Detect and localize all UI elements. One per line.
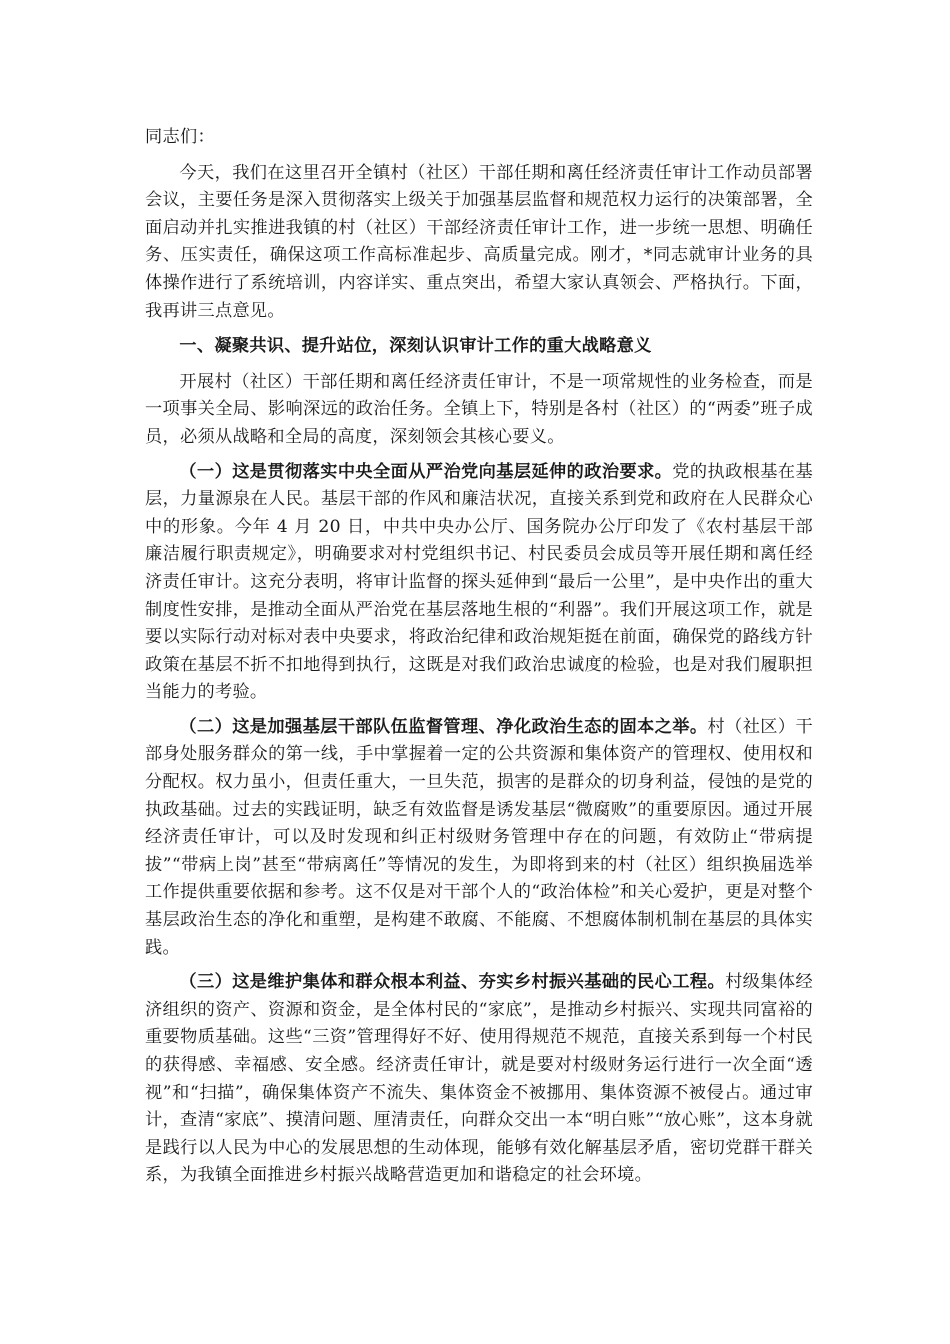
document-page: [145, 124, 813, 1190]
section-1-intro: 开展村（社区）干部任期和离任经济责任审计，不是一项常规性的业务检查，而是一项事关全局、影响深远的政治任务。全镇上下，特别是各村（社区）的“两委”班子成员，必须从战略和全局的高度，深刻领会其核心要义。: [145, 371, 813, 447]
point-2-paragraph: [145, 714, 813, 962]
point-2-body: 村（社区）干部身处服务群众的第一线，手中掌握着一定的公共资源和集体资产的管理权、使用权和分配权。权力虽小，但责任重大，一旦失范，损害的是群众的切身利益，侵蚀的是党的执政基础。过去的实践证明，缺乏有效监督是诱发基层“微腐败”的重要原因。通过开展经济责任审计，可以及时发现和纠正村级财务管理中存在的问题，有效防止“带病提拔”“带病上岗”甚至“带病离任”等情况的发生，为即将到来的村（社区）组织换届选举工作提供重要依据和参考。这不仅是对干部个人的“政治体检”和关心爱护，更是对整个基层政治生态的净化和重塑，是构建不敢腐、不能腐、不想腐体制机制在基层的具体实践。: [145, 716, 813, 958]
intro-paragraph: 今天，我们在这里召开全镇村（社区）干部任期和离任经济责任审计工作动员部署会议，主要任务是深入贯彻落实上级关于加强基层监督和规范权力运行的决策部署，全面启动并扎实推进我镇的村（社区）干部经济责任审计工作，进一步统一思想、明确任务、压实责任，确保这项工作高标准起步、高质量完成。刚才，*同志就审计业务的具体操作进行了系统培训，内容详实、重点突出，希望大家认真领会、严格执行。下面，我再讲三点意见。: [145, 162, 813, 321]
point-3-body: 村级集体经济组织的资产、资源和资金，是全体村民的“家底”，是推动乡村振兴、实现共同富裕的重要物质基础。这些“三资”管理得好不好、使用得规范不规范，直接关系到每一个村民的获得感、幸福感、安全感。经济责任审计，就是要对村级财务运行进行一次全面“透视”和“扫描”，确保集体资产不流失、集体资金不被挪用、集体资源不被侵占。通过审计，查清“家底”、摸清问题、厘清责任，向群众交出一本“明白账”“放心账”，这本身就是践行以人民为中心的发展思想的生动体现，能够有效化解基层矛盾，密切党群干群关系，为我镇全面推进乡村振兴战略营造更加和谐稳定的社会环境。: [145, 972, 813, 1186]
point-1-paragraph: [145, 459, 813, 707]
point-1-lead: （一）这是贯彻落实中央全面从严治党向基层延伸的政治要求。: [179, 461, 673, 482]
section-1-heading: 一、凝聚共识、提升站位，深刻认识审计工作的重大战略意义: [179, 336, 652, 357]
point-2-lead: （二）这是加强基层干部队伍监督管理、净化政治生态的固本之举。: [179, 716, 708, 737]
point-3-lead: （三）这是维护集体和群众根本利益、夯实乡村振兴基础的民心工程。: [179, 972, 726, 993]
point-1-body: 党的执政根基在基层，力量源泉在人民。基层干部的作风和廉洁状况，直接关系到党和政府在人民群众心中的形象。今年 4 月 20 日，中共中央办公厅、国务院办公厅印发了《农村基层干部廉洁履行职责规定》，明确要求对村党组织书记、村民委员会成员等开展任期和离任经济责任审计。这充分表明，将审计监督的探头延伸到“最后一公里”，是中央作出的重大制度性安排，是推动全面从严治党在基层落地生根的“利器”。我们开展这项工作，就是要以实际行动对标对表中央要求，将政治纪律和政治规矩挺在前面，确保党的路线方针政策在基层不折不扣地得到执行，这既是对我们政治忠诚度的检验，也是对我们履职担当能力的考验。: [145, 461, 813, 703]
salutation: 同志们：: [145, 127, 215, 147]
point-3-paragraph: [145, 969, 813, 1190]
